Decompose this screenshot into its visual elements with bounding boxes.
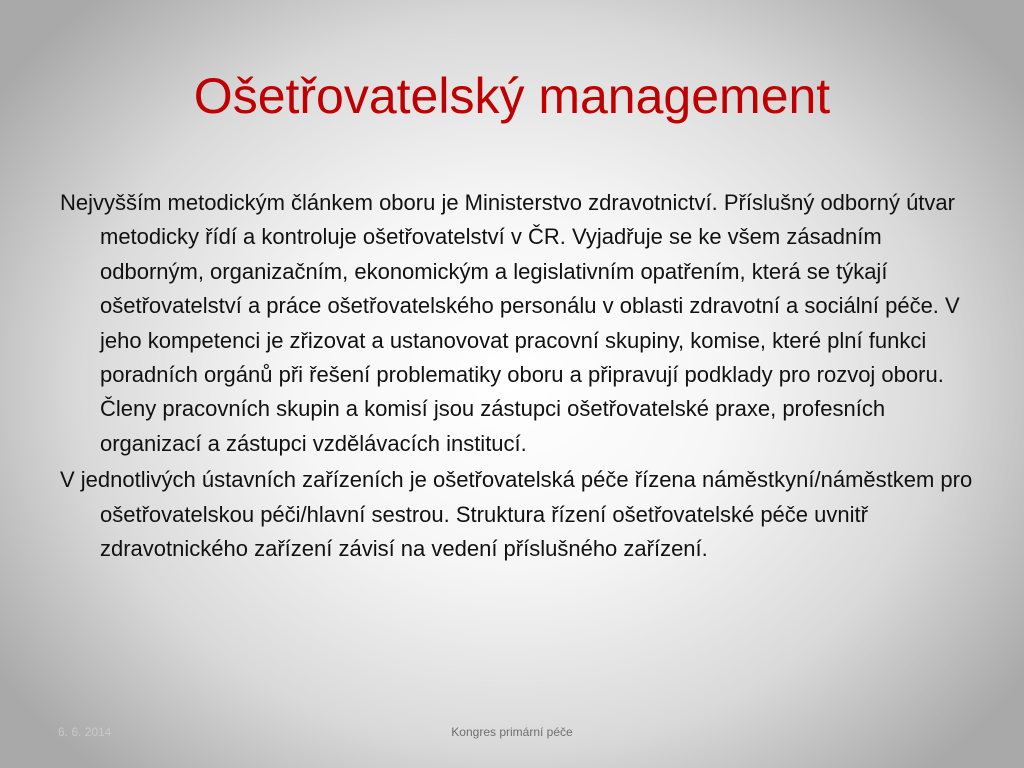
slide-body xyxy=(60,186,980,568)
paragraph-ministry: Nejvyšším metodickým článkem oboru je Ministerstvo zdravotnictví. Příslušný odborný útvar metodicky řídí a kontroluje ošetřovatelství v ČR. Vyjadřuje se ke všem zásadním odborným, organizačním, ekonomickým a legislativním opatřením, která se týkají ošetřovatelství a práce ošetřovatelského personálu v oblasti zdravotní a sociální péče. V jeho kompetenci je zřizovat a ustanovovat pracovní skupiny, komise, které plní funkci poradních orgánů při řešení problematiky oboru a připravují podklady pro rozvoj oboru. Členy pracovních skupin a komisí jsou zástupci ošetřovatelské praxe, profesních organizací a zástupci vzdělávacích institucí. xyxy=(60,190,960,456)
footer-date: 6. 6. 2014 xyxy=(58,725,112,739)
paragraph-institutions: V jednotlivých ústavních zařízeních je ošetřovatelská péče řízena náměstkyní/náměstkem pro ošetřovatelskou péči/hlavní sestrou. Struktura řízení ošetřovatelské péče uvnitř zdravotnického zařízení závisí na vedení příslušného zařízení. xyxy=(60,467,973,562)
footer-title: Kongres primární péče xyxy=(451,725,573,739)
slide-title: Ošetřovatelský management xyxy=(193,68,831,124)
